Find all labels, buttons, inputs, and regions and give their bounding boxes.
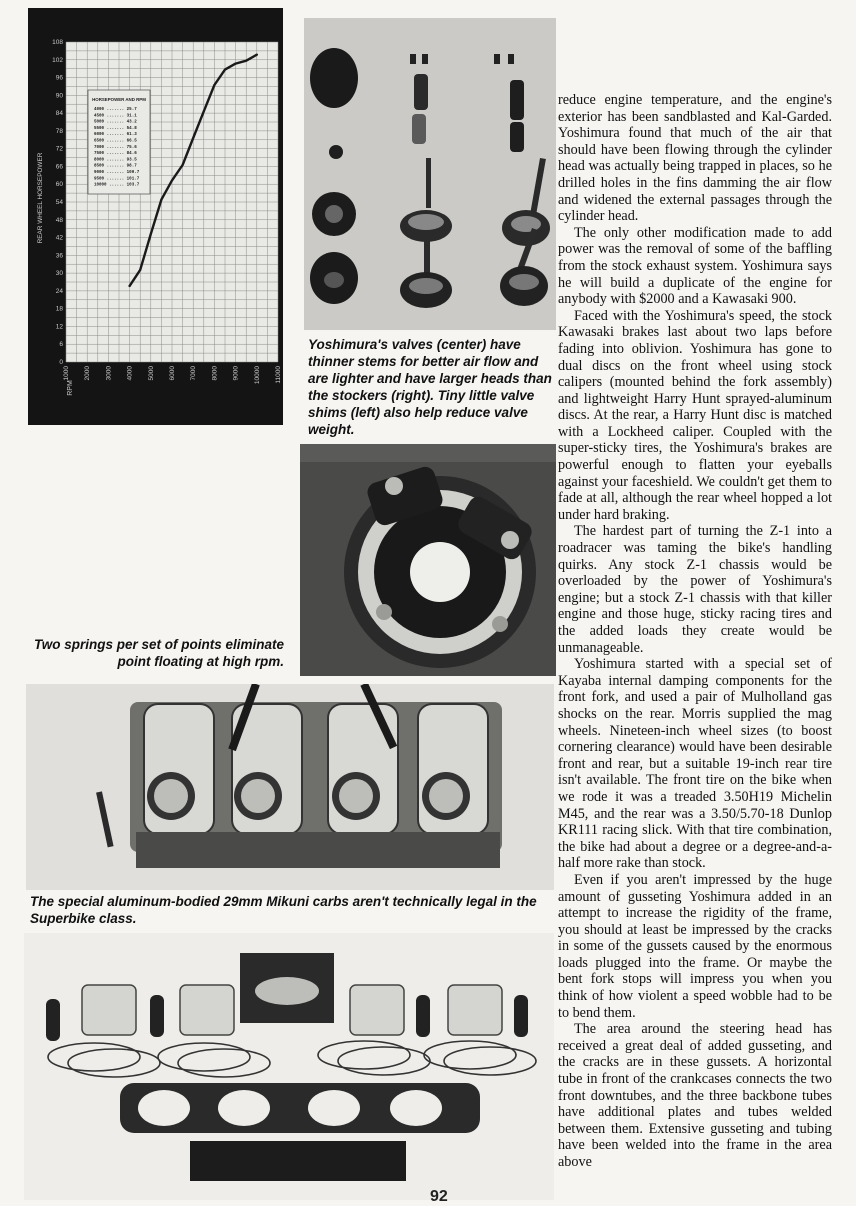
hp-data-point: [139, 269, 141, 271]
valves-caption: Yoshimura's valves (center) have thinner stems for better air flow and are lighter and have larger heads than the stockers (right). Tiny little valve shims (left) also help reduce valve weight.: [308, 337, 552, 437]
article-paragraph: The only other modification made to add power was the removal of some of the baffling from the stock exhaust system. Yoshimura says he will build a duplicate of the engine for anybody with $2000 and a Kawasaki 900.: [558, 224, 832, 308]
article-column: [558, 92, 832, 1171]
x-tick-label: 11000: [275, 366, 282, 384]
x-tick-label: 1000: [63, 366, 70, 381]
hp-data-point: [129, 285, 131, 287]
points-caption: Two springs per set of points eliminate point floating at high rpm.: [33, 637, 284, 669]
article-paragraph: The area around the steering head has received a great deal of added gusseting, and the cracks are in these gussets. A horizontal tube in front of the crankcases connects the two front downtubes, and the three backbone tubes have additional plates and tubes welded between them. Extensive gusseting and tubing have been welded into the frame in the area above: [558, 1021, 832, 1170]
y-tick-label: 72: [55, 145, 63, 153]
y-axis-label: REAR WHEEL HORSEPOWER: [37, 152, 44, 244]
hp-data-point: [256, 54, 258, 56]
article-paragraph: The hardest part of turning the Z-1 into a roadracer was taming the bike's handling quirks. Any stock Z-1 chassis would be overloaded by the power of Yoshimura's engine; but a stock Z-1 chassis with that killer engine and those huge, sticky racing tires and the added loads they create would be unmanageable.: [558, 523, 832, 656]
y-tick-label: 84: [55, 110, 63, 118]
chart-legend-row: 5500 ....... 54.8: [94, 126, 137, 131]
y-tick-label: 6: [59, 341, 63, 349]
chart-legend-row: 5000 ....... 43.2: [94, 120, 137, 125]
chart-legend-row: 6500 ....... 66.5: [94, 139, 137, 144]
carbs-caption: The special aluminum-bodied 29mm Mikuni carbs aren't technically legal in the Superbike class.: [30, 894, 537, 926]
hp-data-point: [161, 199, 163, 201]
chart-legend-title: HORSEPOWER AND RPM: [92, 97, 146, 102]
y-tick-label: 12: [55, 323, 63, 331]
chart-legend-row: 10000 ...... 103.7: [94, 183, 140, 188]
points-photo: [300, 444, 556, 676]
x-tick-label: 10000: [253, 366, 261, 385]
y-tick-label: 54: [55, 199, 63, 206]
x-tick-label: 3000: [105, 366, 113, 381]
hp-data-point: [214, 84, 216, 86]
chart-legend-row: 4000 ....... 25.7: [94, 108, 137, 112]
y-tick-label: 18: [55, 305, 63, 313]
valves-photo: [304, 18, 556, 330]
hp-data-point: [192, 137, 194, 139]
x-tick-label: 5000: [147, 366, 155, 381]
hp-data-point: [245, 60, 247, 62]
hp-data-point: [224, 69, 226, 71]
article-paragraph: Yoshimura started with a special set of Kayaba internal damping components for the front fork, and used a pair of Mulholland gas shocks on the rear. Morris supplied the mag wheels. Nineteen-inch wheel sizes (to boost cornering clearance) would have been desirable front and rear, but a suitable 19-inch rear tire isn't available. The front tire on the bike when we rode it was a treaded 3.50H19 Michelin M45, and the rear was a 3.50/5.70-18 Dunlop KR111 racing slick. With that tire combination, the bike had about a degree or a degree-and-a-half more rake than stock.: [558, 656, 832, 872]
x-tick-label: 8000: [211, 366, 219, 381]
chart-legend-row: 9500 ....... 101.7: [94, 177, 140, 182]
chart-legend-row: 4500 ....... 31.1: [94, 114, 137, 119]
chart-legend-row: 9000 ....... 100.7: [94, 171, 140, 175]
y-tick-label: 48: [55, 216, 63, 224]
article-paragraph: reduce engine temperature, and the engine's exterior has been sandblasted and Kal-Garded. Yoshimura found that much of the air that should have been flowing through the cylinder head was actually being trapped in places, so he drilled holes in the fins damming the air flow and widened the external passages through the cylinder head.: [558, 92, 832, 225]
hp-data-point: [203, 110, 205, 112]
x-tick-label: 4000: [126, 366, 134, 381]
x-tick-label: 6000: [169, 366, 176, 381]
y-tick-label: 66: [55, 163, 63, 171]
y-tick-label: 36: [55, 252, 63, 260]
chart-legend-row: 7500 ....... 84.6: [94, 152, 137, 157]
chart-svg: [28, 8, 283, 425]
y-tick-label: 102: [52, 56, 63, 64]
chart-legend-row: 7000 ....... 75.6: [94, 145, 137, 150]
hp-data-point: [150, 233, 152, 235]
x-tick-label: 2000: [84, 366, 92, 381]
hp-data-point: [235, 63, 237, 65]
y-tick-label: 90: [55, 92, 63, 100]
y-tick-label: 42: [55, 234, 63, 242]
carbs-photo: [26, 684, 554, 890]
y-tick-label: 0: [59, 359, 63, 366]
x-tick-label: 9000: [232, 366, 240, 381]
chart-legend-row: 8500 ....... 98.7: [94, 164, 137, 169]
article-paragraph: Faced with the Yoshimura's speed, the stock Kawasaki brakes last about two laps before fading into oblivion. Yoshimura has gone to dual discs on the front wheel using stock calipers (mounted behind the fork assembly) and lightweight Harry Hunt sprayed-aluminum discs. At the rear, a Harry Hunt disc is matched with a Lockheed caliper. Coupled with the super-sticky tires, the Yoshimura's brakes are powerful enough to flatten your eyeballs against your faceshield. We couldn't get them to fade at all, although the rear wheel hopped a lot under hard braking.: [558, 307, 832, 523]
y-tick-label: 78: [55, 127, 63, 135]
pistons-photo: [24, 933, 554, 1200]
x-axis-label: RPM: [67, 380, 74, 396]
article-paragraph: Even if you aren't impressed by the huge amount of gusseting Yoshimura added in an attempt to increase the rigidity of the frame, you should at least be impressed by the cracks in some of the gussets caused by the enormous loads plugged into the frame. Or maybe the bent fork stops will impress you when you think of how violent a speed wobble had to be to bend them.: [558, 871, 832, 1021]
y-tick-label: 96: [55, 74, 63, 82]
y-tick-label: 30: [55, 270, 63, 278]
horsepower-rpm-chart: [28, 8, 283, 425]
hp-data-point: [182, 164, 184, 166]
page-number: 92: [430, 1188, 448, 1205]
y-tick-label: 108: [52, 39, 63, 46]
x-tick-label: 7000: [190, 366, 198, 381]
chart-legend-row: 6000 ....... 61.3: [94, 133, 137, 138]
y-tick-label: 60: [55, 181, 63, 189]
chart-legend-row: 8000 ....... 93.5: [94, 158, 137, 163]
hp-data-point: [171, 179, 173, 181]
y-tick-label: 24: [55, 287, 63, 295]
